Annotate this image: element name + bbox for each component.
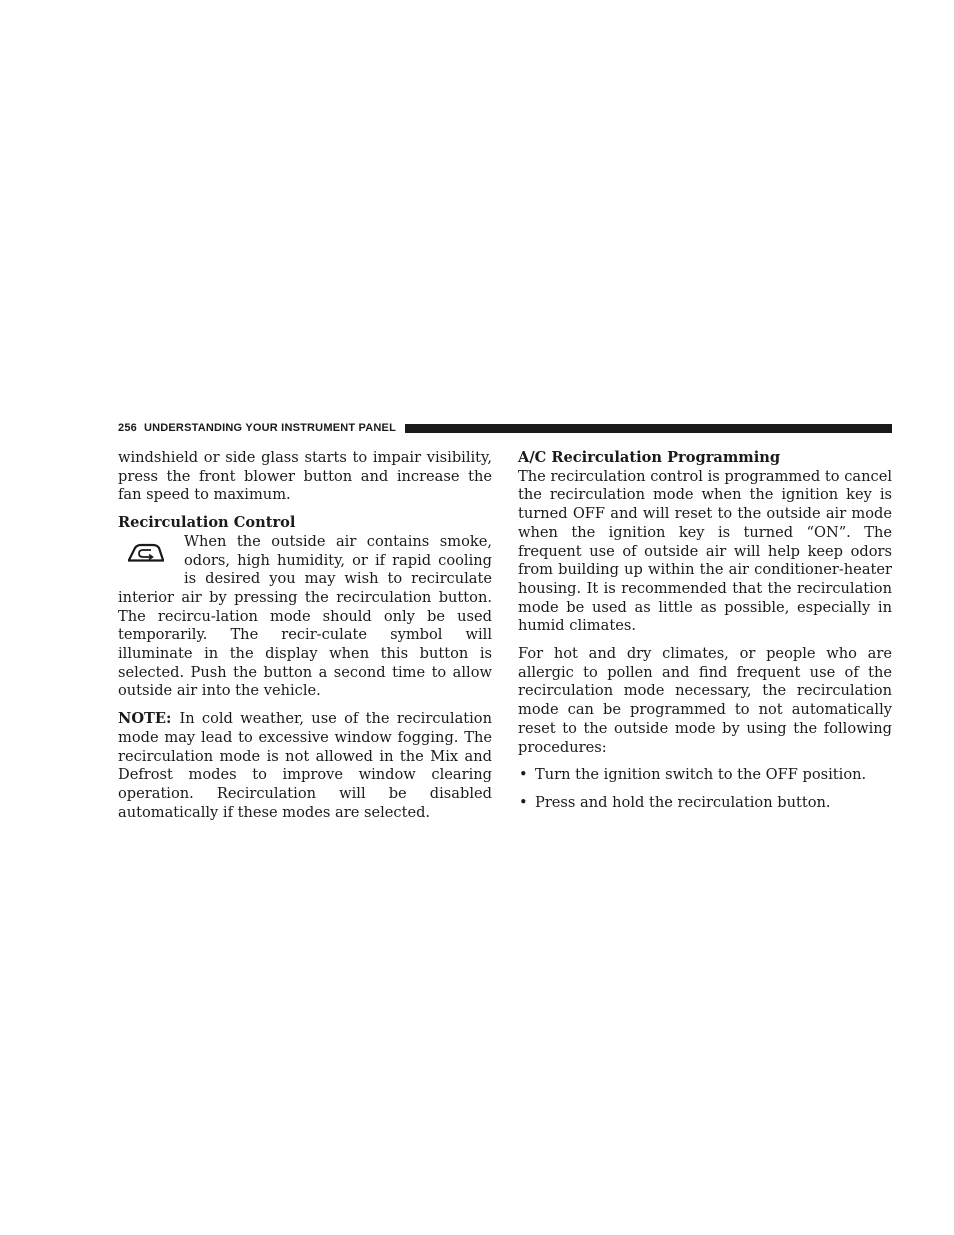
left-column bbox=[118, 449, 492, 831]
note-text: In cold weather, use of the recirculation mode may lead to excessive window fogging. The recirculation mode is not allowed in the Mix and Defrost modes to improve window clearing operation. Recirculation will be disabled automatically if these modes are selected. bbox=[118, 710, 492, 821]
note-label: NOTE: bbox=[118, 710, 172, 728]
right-column bbox=[518, 449, 892, 822]
list-item: • Turn the ignition switch to the OFF position. bbox=[518, 766, 892, 785]
programming-paragraph: The recirculation control is programmed to cancel the recirculation mode when the ignition key is turned OFF and will reset to the outside air mode when the ignition key is turned “ON”. The frequent use of outside air will help keep odors from building up within the air conditioner-heater housing. It is recommended that the recirculation mode be used as little as possible, especially in humid climates. bbox=[518, 467, 892, 635]
note-paragraph bbox=[118, 710, 492, 822]
recirculation-paragraph: When the outside air contains smoke, odors, high humidity, or if rapid cooling is desired you may wish to recirculate interior air by pressing the recirculation button. The recircu-lation mode should only be used temporarily. The recir-culate symbol will illuminate in the display when this button is selected. Push the button a second time to allow outside air into the vehicle. bbox=[118, 532, 492, 700]
list-item: • Press and hold the recirculation button. bbox=[518, 794, 892, 813]
intro-paragraph: windshield or side glass starts to impair visibility, press the front blower button and increase the fan speed to maximum. bbox=[118, 449, 492, 504]
page-header bbox=[118, 420, 892, 436]
recirculation-control-heading: Recirculation Control bbox=[118, 514, 296, 532]
procedure-list bbox=[518, 766, 892, 812]
header-rule bbox=[405, 424, 892, 433]
section-title: UNDERSTANDING YOUR INSTRUMENT PANEL bbox=[143, 422, 397, 434]
recirculation-section bbox=[118, 533, 492, 701]
page-number: 256 bbox=[118, 422, 137, 434]
climate-paragraph: For hot and dry climates, or people who are allergic to pollen and find frequent use of the recirculation mode necessary, the recirculation mode can be programmed to not automatically reset to the outside mode by using the following procedures: bbox=[518, 645, 892, 756]
programming-heading: A/C Recirculation Programming bbox=[518, 449, 781, 466]
recirculation-icon bbox=[118, 533, 184, 589]
